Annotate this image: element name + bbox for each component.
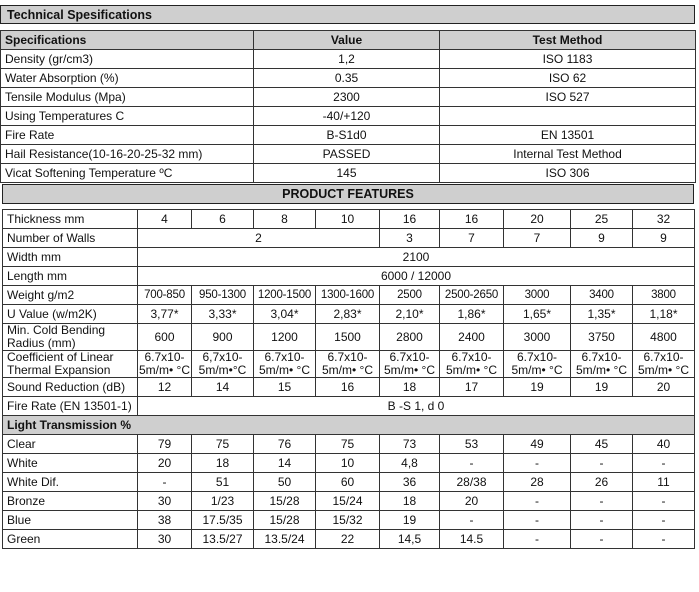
fire-rate-row	[3, 397, 695, 416]
thickness-value: 32	[633, 210, 695, 229]
spec-row	[1, 69, 696, 88]
spec-test-method: ISO 1183	[440, 50, 696, 69]
light-transmission-value: 73	[380, 435, 440, 454]
light-transmission-value: 4,8	[380, 454, 440, 473]
spec-test-method: ISO 62	[440, 69, 696, 88]
spec-row	[1, 50, 696, 69]
spec-row	[1, 164, 696, 183]
light-transmission-value: 10	[316, 454, 380, 473]
thermal-expansion-value: 6.7x10-5m/m• °C	[254, 351, 316, 378]
light-transmission-value: -	[633, 454, 695, 473]
weight-label: Weight g/m2	[3, 286, 138, 305]
light-transmission-value: 30	[138, 530, 192, 549]
walls-value: 7	[440, 229, 504, 248]
u-value-value: 1,18*	[633, 305, 695, 324]
light-transmission-value: 51	[192, 473, 254, 492]
fire-rate-label: Fire Rate (EN 13501-1)	[3, 397, 138, 416]
light-transmission-value: 20	[138, 454, 192, 473]
spec-value: -40/+120	[254, 107, 440, 126]
sound-reduction-value: 18	[380, 378, 440, 397]
light-transmission-row	[3, 435, 695, 454]
spec-row	[1, 126, 696, 145]
spec-row	[1, 107, 696, 126]
bending-radius-value: 3000	[504, 324, 571, 351]
u-value-value: 3,33*	[192, 305, 254, 324]
spec-name: Fire Rate	[1, 126, 254, 145]
spec-name: Density (gr/cm3)	[1, 50, 254, 69]
light-transmission-value: -	[571, 454, 633, 473]
light-transmission-value: 15/28	[254, 511, 316, 530]
light-transmission-value: -	[440, 454, 504, 473]
light-transmission-value: 75	[316, 435, 380, 454]
spec-header-test-method: Test Method	[440, 31, 696, 50]
weight-value: 700-850	[138, 286, 192, 305]
thermal-expansion-label: Coefficient of Linear Thermal Expansion	[3, 351, 138, 378]
thermal-expansion-value: 6.7x10-5m/m• °C	[571, 351, 633, 378]
light-transmission-value: 14.5	[440, 530, 504, 549]
light-transmission-value: 13.5/27	[192, 530, 254, 549]
weight-value: 2500	[380, 286, 440, 305]
light-transmission-value: 30	[138, 492, 192, 511]
walls-value: 9	[571, 229, 633, 248]
light-transmission-row	[3, 492, 695, 511]
thermal-expansion-value: 6,7x10-5m/m•°C	[192, 351, 254, 378]
spec-name: Tensile Modulus (Mpa)	[1, 88, 254, 107]
bending-radius-label: Min. Cold Bending Radius (mm)	[3, 324, 138, 351]
weight-value: 3400	[571, 286, 633, 305]
light-transmission-value: 22	[316, 530, 380, 549]
light-transmission-value: -	[504, 530, 571, 549]
light-transmission-row	[3, 473, 695, 492]
spec-value: 0.35	[254, 69, 440, 88]
spec-test-method: Internal Test Method	[440, 145, 696, 164]
light-transmission-value: -	[571, 492, 633, 511]
weight-value: 3800	[633, 286, 695, 305]
sound-reduction-value: 16	[316, 378, 380, 397]
light-transmission-header-row	[3, 416, 695, 435]
light-transmission-value: 11	[633, 473, 695, 492]
spec-name: Hail Resistance(10-16-20-25-32 mm)	[1, 145, 254, 164]
spec-test-method: ISO 527	[440, 88, 696, 107]
thickness-value: 16	[380, 210, 440, 229]
light-transmission-value: 14,5	[380, 530, 440, 549]
sound-reduction-value: 20	[633, 378, 695, 397]
thickness-value: 16	[440, 210, 504, 229]
u-value-value: 1,35*	[571, 305, 633, 324]
light-transmission-row	[3, 511, 695, 530]
light-transmission-value: 26	[571, 473, 633, 492]
spec-header-value: Value	[254, 31, 440, 50]
spec-value: PASSED	[254, 145, 440, 164]
light-transmission-value: 20	[440, 492, 504, 511]
light-transmission-value: 18	[192, 454, 254, 473]
walls-value: 9	[633, 229, 695, 248]
light-transmission-value: -	[633, 530, 695, 549]
sound-reduction-value: 14	[192, 378, 254, 397]
sound-reduction-row	[3, 378, 695, 397]
light-transmission-value: 17.5/35	[192, 511, 254, 530]
light-transmission-value: -	[504, 511, 571, 530]
spec-row	[1, 88, 696, 107]
u-value-value: 1,86*	[440, 305, 504, 324]
sound-reduction-value: 15	[254, 378, 316, 397]
fire-rate-value: B -S 1, d 0	[138, 397, 695, 416]
light-transmission-value: 15/32	[316, 511, 380, 530]
light-color-label: Clear	[3, 435, 138, 454]
light-transmission-value: 15/28	[254, 492, 316, 511]
light-transmission-value: -	[571, 511, 633, 530]
width-label: Width mm	[3, 248, 138, 267]
light-transmission-value: 1/23	[192, 492, 254, 511]
spec-test-method: ISO 306	[440, 164, 696, 183]
light-transmission-value: -	[138, 473, 192, 492]
u-value-value: 3,77*	[138, 305, 192, 324]
weight-value: 3000	[504, 286, 571, 305]
light-transmission-value: 76	[254, 435, 316, 454]
width-row	[3, 248, 695, 267]
weight-value: 950-1300	[192, 286, 254, 305]
bending-radius-value: 900	[192, 324, 254, 351]
light-transmission-value: -	[633, 492, 695, 511]
length-label: Length mm	[3, 267, 138, 286]
light-transmission-value: 15/24	[316, 492, 380, 511]
thermal-expansion-value: 6.7x10-5m/m• °C	[380, 351, 440, 378]
spec-row	[1, 145, 696, 164]
spec-table	[0, 30, 696, 183]
light-transmission-value: 28	[504, 473, 571, 492]
bending-radius-value: 1200	[254, 324, 316, 351]
light-transmission-value: 45	[571, 435, 633, 454]
thermal-expansion-row	[3, 351, 695, 378]
light-transmission-value: 50	[254, 473, 316, 492]
width-value: 2100	[138, 248, 695, 267]
bending-radius-value: 2400	[440, 324, 504, 351]
u-value-value: 3,04*	[254, 305, 316, 324]
thickness-value: 8	[254, 210, 316, 229]
light-transmission-row	[3, 530, 695, 549]
thickness-value: 6	[192, 210, 254, 229]
light-transmission-value: -	[440, 511, 504, 530]
light-transmission-title: Light Transmission %	[3, 416, 695, 435]
walls-value: 2	[138, 229, 380, 248]
spec-value: B-S1d0	[254, 126, 440, 145]
length-value: 6000 / 12000	[138, 267, 695, 286]
sound-reduction-value: 19	[504, 378, 571, 397]
light-transmission-value: 49	[504, 435, 571, 454]
u-value-value: 1,65*	[504, 305, 571, 324]
spec-test-method: EN 13501	[440, 126, 696, 145]
thermal-expansion-value: 6.7x10-5m/m• °C	[633, 351, 695, 378]
walls-row	[3, 229, 695, 248]
bending-radius-value: 4800	[633, 324, 695, 351]
light-color-label: Blue	[3, 511, 138, 530]
light-transmission-value: 38	[138, 511, 192, 530]
bending-radius-value: 1500	[316, 324, 380, 351]
spec-section-title: Technical Spesifications	[0, 5, 695, 24]
light-transmission-row	[3, 454, 695, 473]
light-transmission-value: -	[504, 454, 571, 473]
thickness-value: 4	[138, 210, 192, 229]
spec-value: 2300	[254, 88, 440, 107]
light-transmission-value: 19	[380, 511, 440, 530]
bending-radius-value: 600	[138, 324, 192, 351]
length-row	[3, 267, 695, 286]
light-transmission-value: 28/38	[440, 473, 504, 492]
u-value-label: U Value (w/m2K)	[3, 305, 138, 324]
light-transmission-value: 79	[138, 435, 192, 454]
light-transmission-value: 40	[633, 435, 695, 454]
sound-reduction-value: 12	[138, 378, 192, 397]
u-value-row	[3, 305, 695, 324]
thermal-expansion-value: 6.7x10-5m/m• °C	[504, 351, 571, 378]
spec-name: Using Temperatures C	[1, 107, 254, 126]
light-transmission-value: -	[504, 492, 571, 511]
walls-value: 7	[504, 229, 571, 248]
walls-label: Number of Walls	[3, 229, 138, 248]
spec-value: 145	[254, 164, 440, 183]
light-color-label: White Dif.	[3, 473, 138, 492]
light-transmission-value: 36	[380, 473, 440, 492]
weight-row	[3, 286, 695, 305]
light-color-label: White	[3, 454, 138, 473]
u-value-value: 2,10*	[380, 305, 440, 324]
walls-value: 3	[380, 229, 440, 248]
bending-radius-value: 3750	[571, 324, 633, 351]
light-transmission-value: 53	[440, 435, 504, 454]
thickness-row	[3, 210, 695, 229]
thickness-value: 10	[316, 210, 380, 229]
features-section-title: PRODUCT FEATURES	[2, 184, 694, 204]
spec-name: Water Absorption (%)	[1, 69, 254, 88]
features-table	[2, 209, 695, 549]
thermal-expansion-value: 6.7x10-5m/m• °C	[440, 351, 504, 378]
thermal-expansion-value: 6.7x10-5m/m• °C	[139, 350, 190, 377]
weight-value: 1200-1500	[254, 286, 316, 305]
bending-radius-row	[3, 324, 695, 351]
sound-reduction-label: Sound Reduction (dB)	[3, 378, 138, 397]
thickness-value: 25	[571, 210, 633, 229]
thickness-value: 20	[504, 210, 571, 229]
spec-header-specifications: Specifications	[1, 31, 254, 50]
spec-value: 1,2	[254, 50, 440, 69]
light-color-label: Bronze	[3, 492, 138, 511]
light-transmission-value: -	[571, 530, 633, 549]
u-value-value: 2,83*	[316, 305, 380, 324]
weight-value: 2500-2650	[440, 286, 504, 305]
light-transmission-value: 13.5/24	[254, 530, 316, 549]
thermal-expansion-value: 6.7x10-5m/m• °C	[316, 351, 380, 378]
sound-reduction-value: 17	[440, 378, 504, 397]
light-transmission-value: 75	[192, 435, 254, 454]
light-transmission-value: 60	[316, 473, 380, 492]
spec-test-method	[440, 107, 696, 126]
bending-radius-value: 2800	[380, 324, 440, 351]
thickness-label: Thickness mm	[3, 210, 138, 229]
spec-header-row	[1, 31, 696, 50]
spec-name: Vicat Softening Temperature ºC	[1, 164, 254, 183]
light-transmission-value: 14	[254, 454, 316, 473]
light-transmission-value: -	[633, 511, 695, 530]
light-transmission-value: 18	[380, 492, 440, 511]
light-color-label: Green	[3, 530, 138, 549]
sound-reduction-value: 19	[571, 378, 633, 397]
weight-value: 1300-1600	[316, 286, 380, 305]
